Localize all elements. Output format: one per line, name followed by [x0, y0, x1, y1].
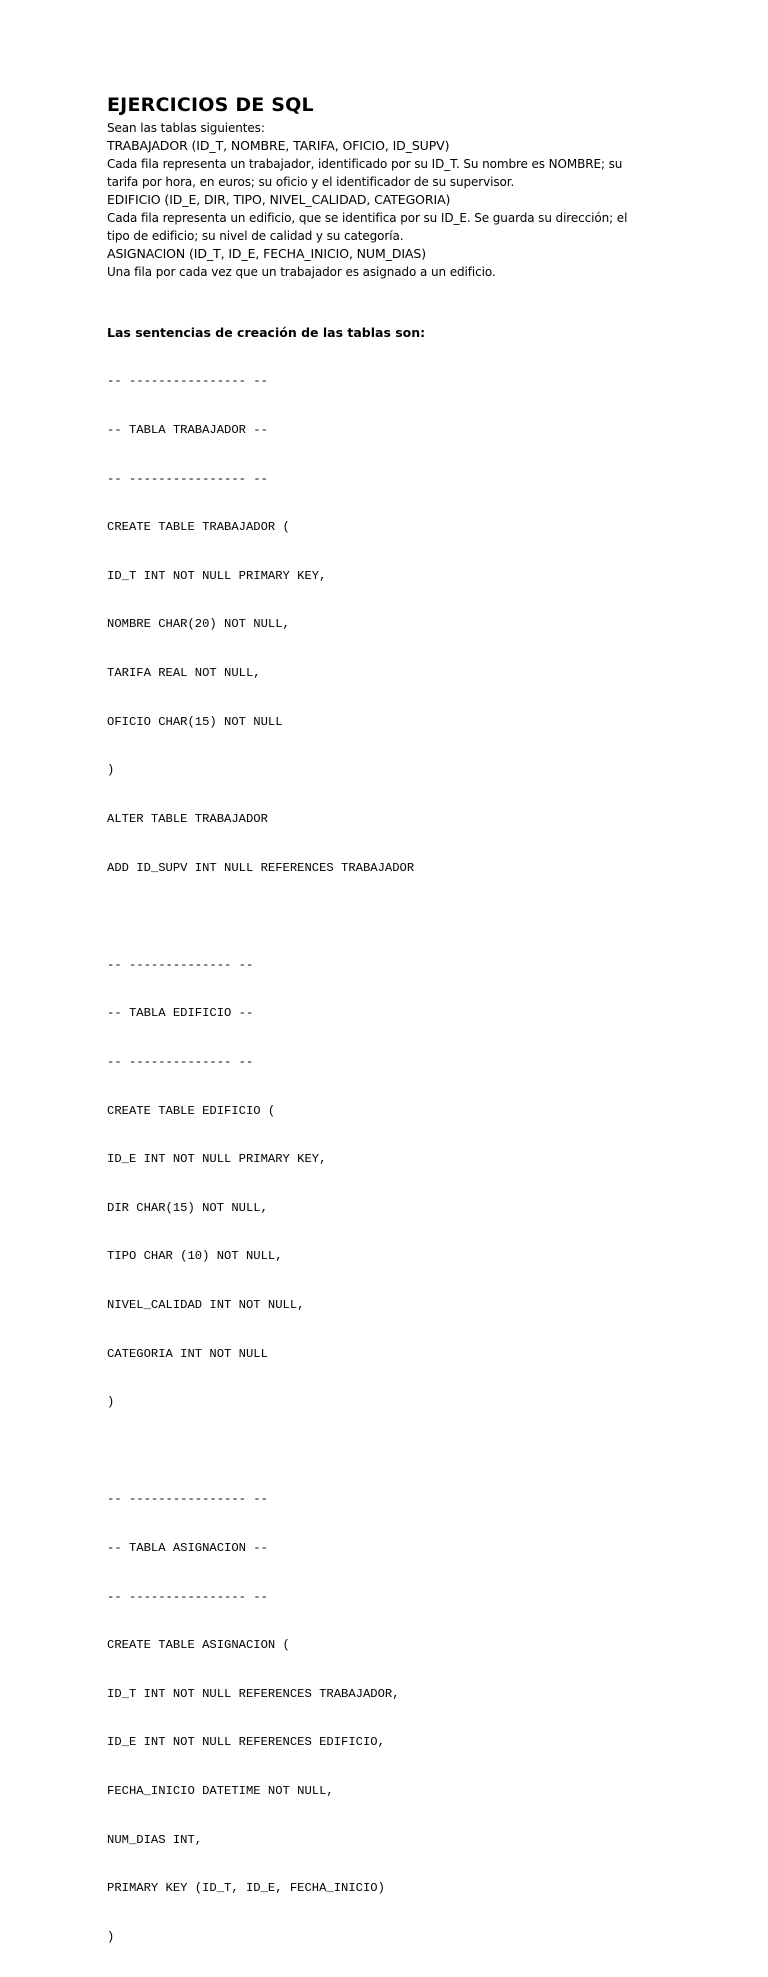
code-line: CATEGORIA INT NOT NULL	[107, 1346, 268, 1361]
intro-line: tarifa por hora, en euros; su oficio y el identificador de su supervisor.	[107, 175, 515, 189]
code-line: )	[107, 1395, 115, 1410]
intro-line: Sean las tablas siguientes:	[107, 121, 265, 135]
code-line: ID_E INT NOT NULL PRIMARY KEY,	[107, 1152, 327, 1167]
spacer	[107, 1443, 747, 1459]
code-line: -- ---------------- --	[107, 1589, 268, 1604]
code-line: NOMBRE CHAR(20) NOT NULL,	[107, 617, 290, 632]
code-line: DIR CHAR(15) NOT NULL,	[107, 1200, 268, 1215]
code-line: -- ---------------- --	[107, 1492, 268, 1507]
table-definition-trabajador: TRABAJADOR (ID_T, NOMBRE, TARIFA, OFICIO, ID_SUPV)	[107, 138, 450, 153]
code-block-asignacion	[107, 1459, 747, 1977]
code-line: CREATE TABLE ASIGNACION (	[107, 1638, 290, 1653]
code-line: -- ---------------- --	[107, 471, 268, 486]
code-line: -- TABLA EDIFICIO --	[107, 1006, 254, 1021]
code-line: OFICIO CHAR(15) NOT NULL	[107, 714, 283, 729]
document-page	[107, 94, 747, 1977]
code-line: -- -------------- --	[107, 957, 254, 972]
code-line: ID_E INT NOT NULL REFERENCES EDIFICIO,	[107, 1735, 385, 1750]
code-line: PRIMARY KEY (ID_T, ID_E, FECHA_INICIO)	[107, 1881, 385, 1896]
code-line: -- TABLA ASIGNACION --	[107, 1541, 268, 1555]
code-line: CREATE TABLE EDIFICIO (	[107, 1103, 276, 1118]
intro-section	[107, 119, 747, 281]
code-line: CREATE TABLE TRABAJADOR (	[107, 520, 290, 535]
code-line: -- ---------------- --	[107, 374, 268, 389]
table-definition-edificio: EDIFICIO (ID_E, DIR, TIPO, NIVEL_CALIDAD, CATEGORIA)	[107, 192, 451, 207]
code-line: TARIFA REAL NOT NULL,	[107, 666, 261, 681]
intro-line: Cada fila representa un trabajador, identificado por su ID_T. Su nombre es NOMBRE; su	[107, 157, 623, 171]
intro-line: Una fila por cada vez que un trabajador es asignado a un edificio.	[107, 265, 496, 279]
code-line: )	[107, 1929, 115, 1944]
section-subheading: Las sentencias de creación de las tablas son:	[107, 325, 426, 340]
spacer	[107, 908, 747, 924]
code-line: -- TABLA TRABAJADOR --	[107, 423, 268, 438]
document-title: EJERCICIOS DE SQL	[107, 94, 314, 116]
code-line: ADD ID_SUPV INT NULL REFERENCES TRABAJADOR	[107, 860, 415, 875]
code-line: ID_T INT NOT NULL PRIMARY KEY,	[107, 568, 327, 583]
table-definition-asignacion: ASIGNACION (ID_T, ID_E, FECHA_INICIO, NUM_DIAS)	[107, 246, 426, 261]
code-line: ALTER TABLE TRABAJADOR	[107, 811, 268, 826]
intro-line: Cada fila representa un edificio, que se identifica por su ID_E. Se guarda su dirección; el	[107, 211, 628, 225]
code-block-trabajador	[107, 341, 747, 908]
code-line: -- -------------- --	[107, 1054, 254, 1069]
code-line: NUM_DIAS INT,	[107, 1832, 203, 1847]
intro-line: tipo de edificio; su nivel de calidad y su categoría.	[107, 229, 404, 243]
code-line: )	[107, 763, 115, 778]
code-line: ID_T INT NOT NULL REFERENCES TRABAJADOR,	[107, 1686, 400, 1701]
code-block-edificio	[107, 924, 747, 1443]
code-line: NIVEL_CALIDAD INT NOT NULL,	[107, 1297, 305, 1312]
code-line: TIPO CHAR (10) NOT NULL,	[107, 1249, 283, 1264]
code-line: FECHA_INICIO DATETIME NOT NULL,	[107, 1784, 334, 1799]
